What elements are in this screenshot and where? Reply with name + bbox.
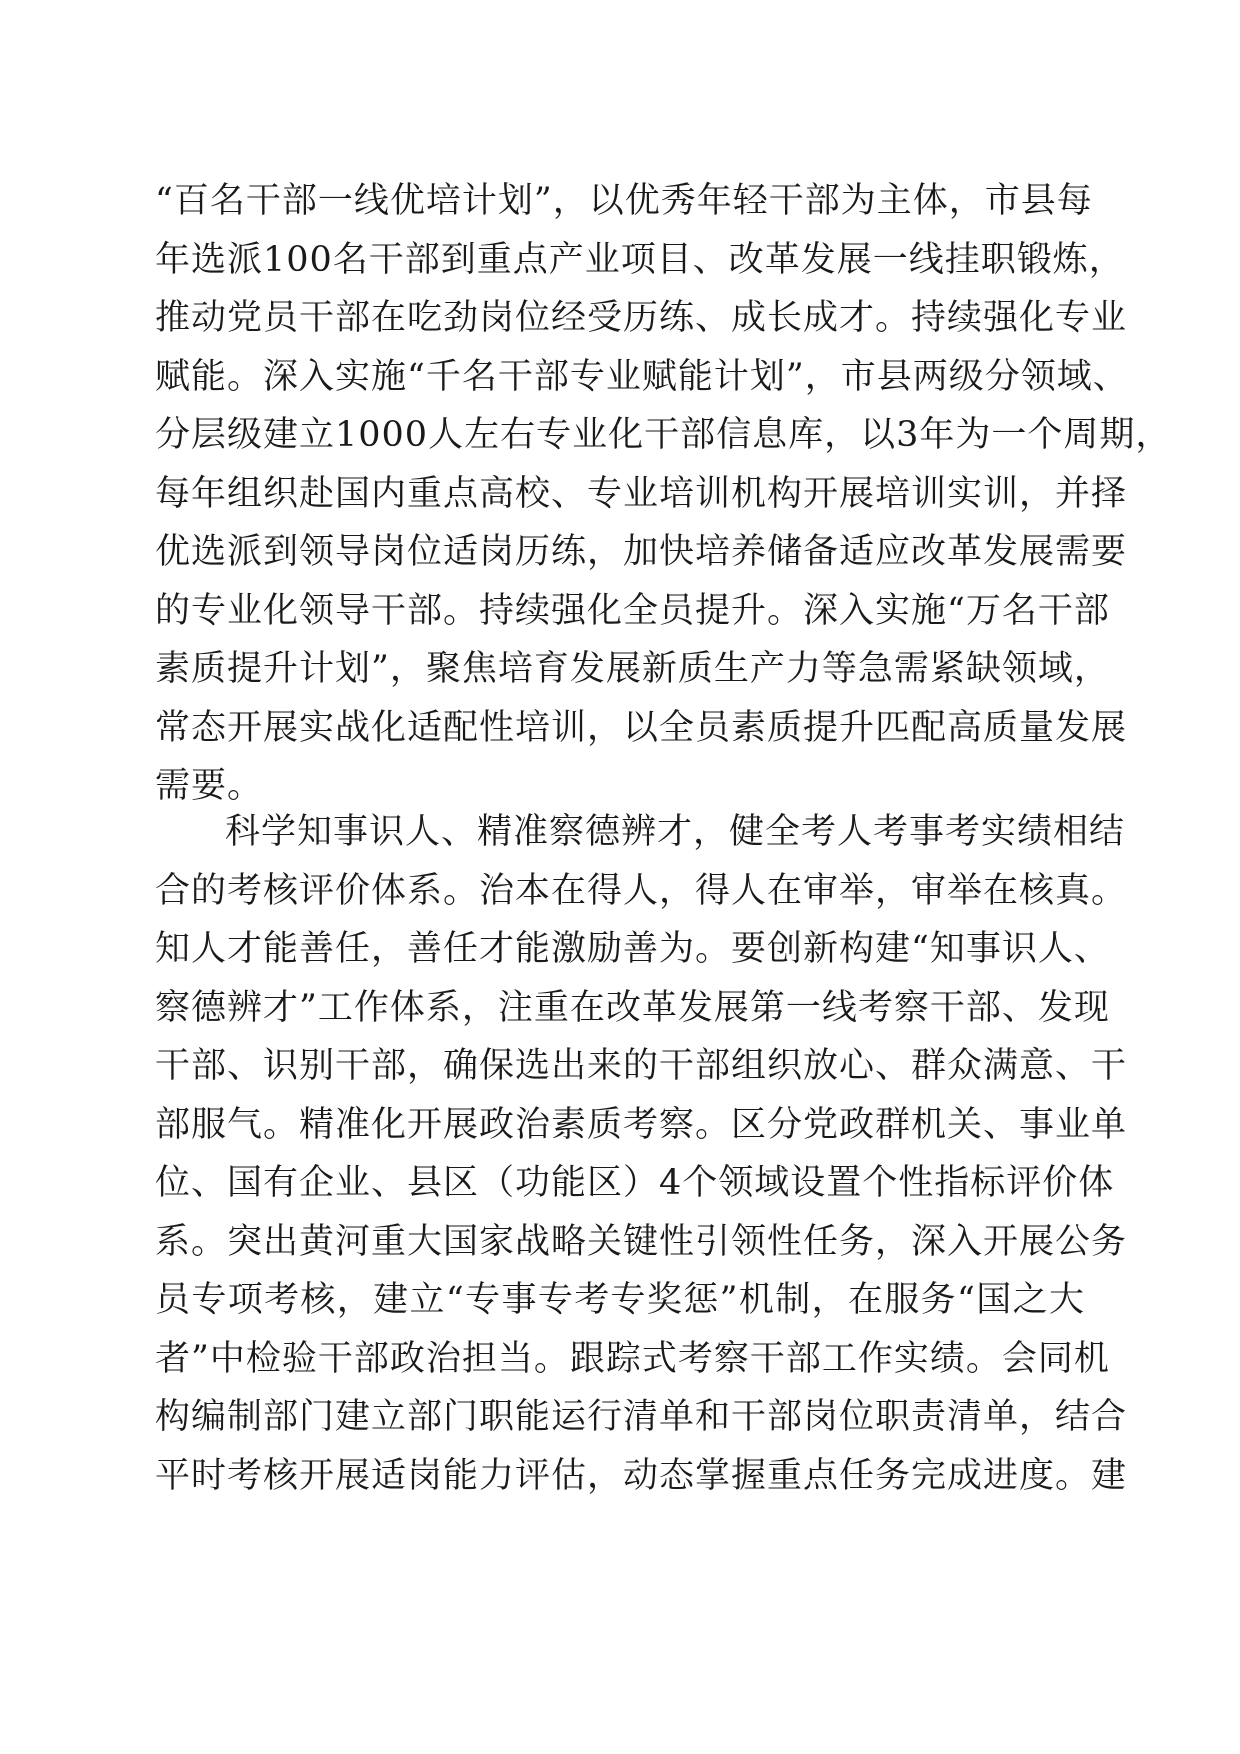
text-line: 系。突出黄河重大国家战略关键性引领性任务，深入开展公务 bbox=[155, 1221, 1128, 1262]
paragraph-1 bbox=[155, 172, 1172, 816]
text-line: 需要。 bbox=[155, 766, 264, 806]
text-line: 赋能。深入实施“千名干部专业赋能计划”，市县两级分领域、 bbox=[155, 356, 1129, 397]
text-line: 员专项考核，建立“专事专考专奖惩”机制，在服务“国之大 bbox=[155, 1280, 1085, 1320]
text-line: 素质提升计划”，聚焦培育发展新质生产力等急需紧缺领域， bbox=[155, 649, 1110, 689]
text-line: 构编制部门建立部门职能运行清单和干部岗位职责清单，结合 bbox=[155, 1397, 1128, 1437]
text-line: “百名干部一线优培计划”，以优秀年轻干部为主体，市县每 bbox=[155, 181, 1093, 221]
text-line: 合的考核评价体系。治本在得人，得人在审举，审举在核真。 bbox=[155, 870, 1128, 911]
text-line: 察德辨才”工作体系，注重在改革发展第一线考察干部、发现 bbox=[155, 987, 1110, 1028]
text-line: 科学知事识人、精准察德辨才，健全考人考事考实绩相结 bbox=[225, 812, 1126, 852]
text-line: 常态开展实战化适配性培训，以全员素质提升匹配高质量发展 bbox=[155, 707, 1128, 748]
text-line: 年选派100名干部到重点产业项目、改革发展一线挂职锻炼， bbox=[155, 239, 1125, 280]
text-line: 的专业化领导干部。持续强化全员提升。深入实施“万名干部 bbox=[155, 590, 1110, 631]
paragraph-2 bbox=[155, 803, 1128, 1505]
text-line: 干部、识别干部，确保选出来的干部组织放心、群众满意、干 bbox=[155, 1046, 1128, 1086]
text-line: 优选派到领导岗位适岗历练，加快培养储备适应改革发展需要 bbox=[155, 532, 1128, 572]
text-line: 部服气。精准化开展政治素质考察。区分党政群机关、事业单 bbox=[155, 1104, 1128, 1145]
text-line: 平时考核开展适岗能力评估，动态掌握重点任务完成进度。建 bbox=[155, 1455, 1128, 1496]
text-line: 知人才能善任，善任才能激励善为。要创新构建“知事识人、 bbox=[155, 929, 1110, 969]
text-line: 者”中检验干部政治担当。跟踪式考察干部工作实绩。会同机 bbox=[155, 1338, 1110, 1379]
text-line: 每年组织赴国内重点高校、专业培训机构开展培训实训，并择 bbox=[155, 473, 1128, 514]
text-line: 位、国有企业、县区（功能区）4个领域设置个性指标评价体 bbox=[155, 1163, 1115, 1203]
text-line: 推动党员干部在吃劲岗位经受历练、成长成才。持续强化专业 bbox=[155, 298, 1128, 338]
text-line: 分层级建立1000人左右专业化干部信息库，以3年为一个周期， bbox=[155, 415, 1172, 455]
